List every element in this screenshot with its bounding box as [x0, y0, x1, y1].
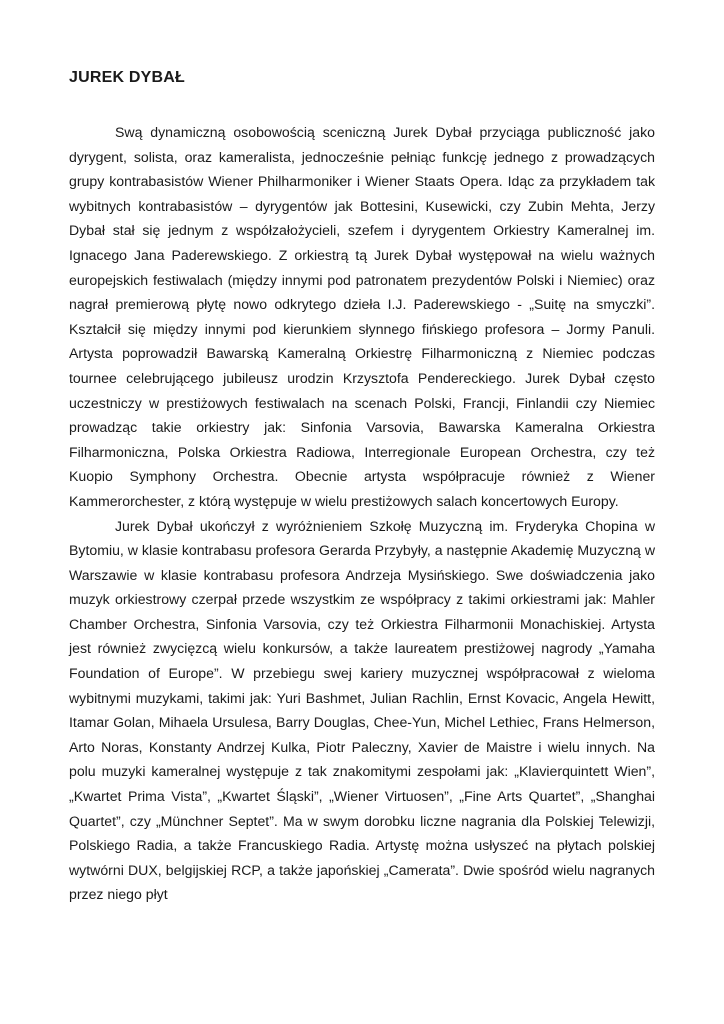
document-body: [69, 120, 655, 907]
document-title: JUREK DYBAŁ: [69, 69, 185, 86]
paragraph-1: Swą dynamiczną osobowością sceniczną Jurek Dybał przyciąga publiczność jako dyrygent, solista, oraz kameralista, jednocześnie pełniąc funkcję jednego z prowadzących grupy kontrabasistów Wiener Philharmoniker i Wiener Staats Opera. Idąc za przykładem tak wybitnych kontrabasistów – dyrygentów jak Bottesini, Kusewicki, czy Zubin Mehta, Jerzy Dybał stał się jednym z współzałożycieli, szefem i dyrygentem Orkiestry Kameralnej im. Ignacego Jana Paderewskiego. Z orkiestrą tą Jurek Dybał występował na wielu ważnych europejskich festiwalach (między innymi pod patronatem prezydentów Polski i Niemiec) oraz nagrał premierową płytę nowo odkrytego dzieła I.J. Paderewskiego - „Suitę na smyczki”. Kształcił się między innymi pod kierunkiem słynnego fińskiego profesora – Jormy Panuli. Artysta poprowadził Bawarską Kameralną Orkiestrę Filharmoniczną z Niemiec podczas tournee celebrującego jubileusz urodzin Krzysztofa Pendereckiego. Jurek Dybał często uczestniczy w prestiżowych festiwalach na scenach Polski, Francji, Finlandii czy Niemiec prowadząc takie orkiestry jak: Sinfonia Varsovia, Bawarska Kameralna Orkiestra Filharmoniczna, Polska Orkiestra Radiowa, Interregionale European Orchestra, czy też Kuopio Symphony Orchestra. Obecnie artysta współpracuje również z Wiener Kammerorchester, z którą występuje w wielu prestiżowych salach koncertowych Europy.: [69, 124, 655, 509]
paragraph-2: Jurek Dybał ukończył z wyróżnieniem Szkołę Muzyczną im. Fryderyka Chopina w Bytomiu, w klasie kontrabasu profesora Gerarda Przybyły, a następnie Akademię Muzyczną w Warszawie w klasie kontrabasu profesora Andrzeja Mysińskiego. Swe doświadczenia jako muzyk orkiestrowy czerpał przede wszystkim ze współpracy z takimi orkiestrami jak: Mahler Chamber Orchestra, Sinfonia Varsovia, czy też Orkiestra Filharmonii Monachiskiej. Artysta jest również zwycięzcą wielu konkursów, a także laureatem prestiżowej nagrody „Yamaha Foundation of Europe”. W przebiegu swej kariery muzycznej współpracował z wieloma wybitnymi muzykami, takimi jak: Yuri Bashmet, Julian Rachlin, Ernst Kovacic, Angela Hewitt, Itamar Golan, Mihaela Ursulesa, Barry Douglas, Chee-Yun, Michel Lethiec, Frans Helmerson, Arto Noras, Konstanty Andrzej Kulka, Piotr Paleczny, Xavier de Maistre i wielu innych. Na polu muzyki kameralnej występuje z tak znakomitymi zespołami jak: „Klavierquintett Wien”, „Kwartet Prima Vista”, „Kwartet Śląski”, „Wiener Virtuosen”, „Fine Arts Quartet”, „Shanghai Quartet”, czy „Münchner Septet”. Ma w swym dorobku liczne nagrania dla Polskiej Telewizji, Polskiego Radia, a także Francuskiego Radia. Artystę można usłyszeć na płytach polskiej wytwórni DUX, belgijskiej RCP, a także japońskiej „Camerata”. Dwie spośród wielu nagranych przez niego płyt: [69, 517, 655, 903]
